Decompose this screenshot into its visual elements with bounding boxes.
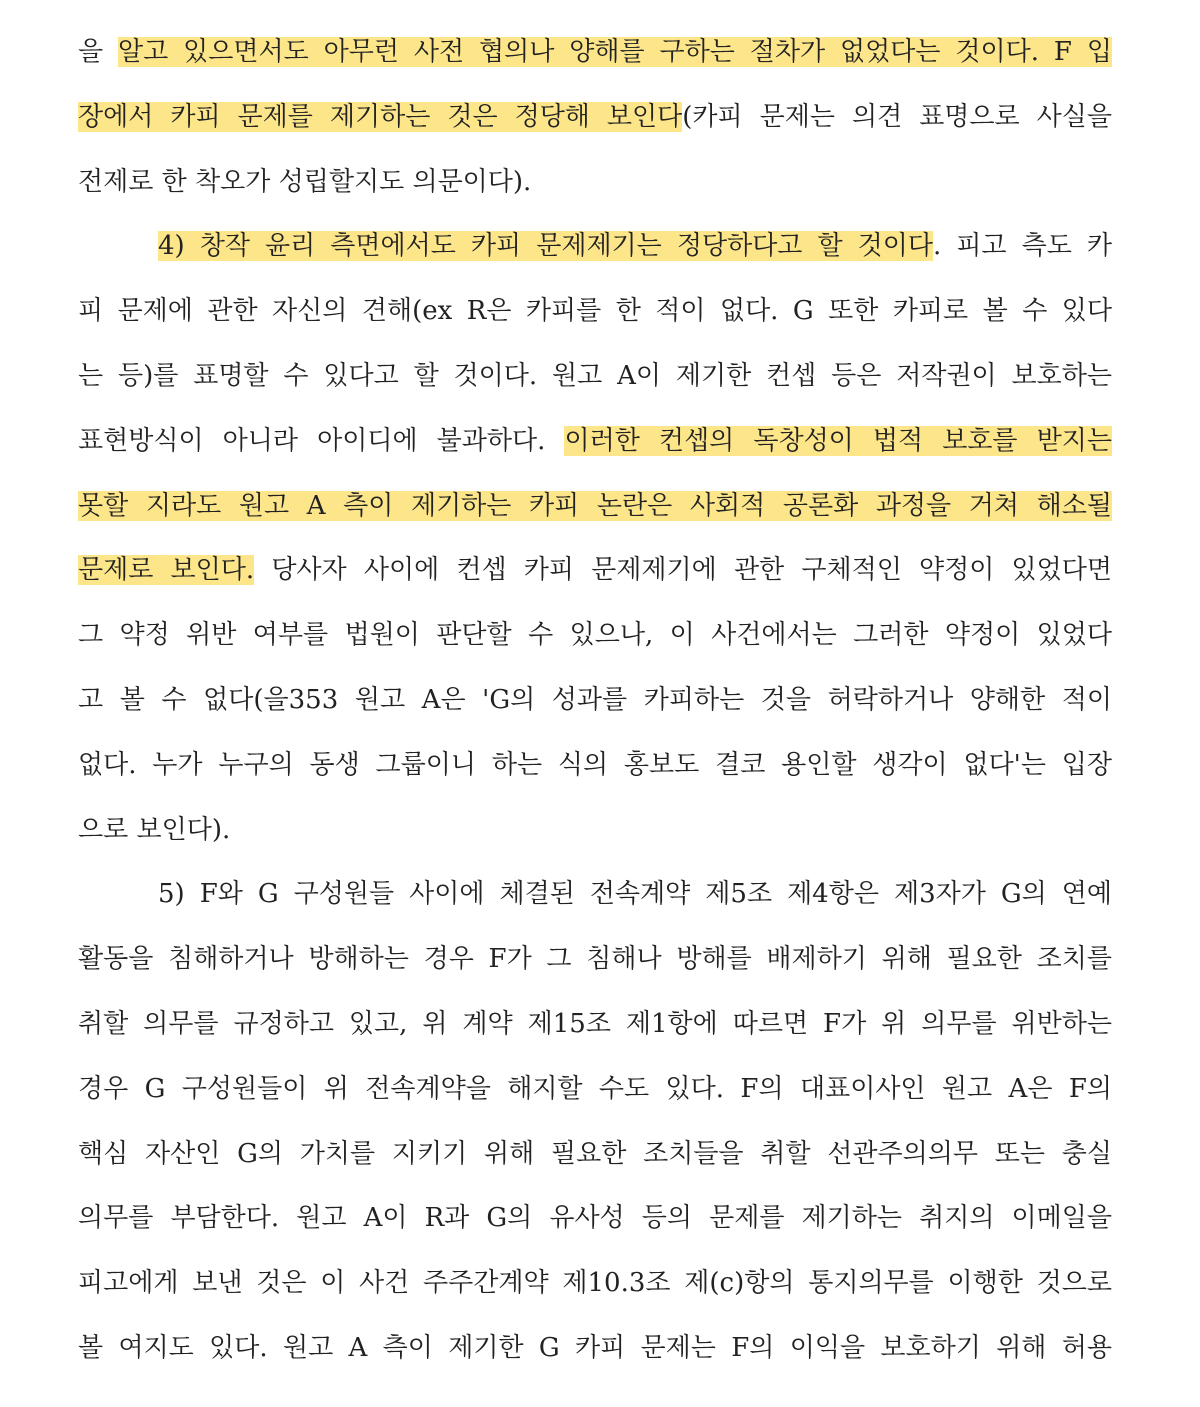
highlighted-text: 못할 지라도 원고 A 측이 제기하는 카피 논란은 사회적 공론화 과정을 거쳐 해소될 <box>78 490 1112 521</box>
text-line <box>78 798 1112 863</box>
text-line <box>78 85 1112 150</box>
text-segment: 고 볼 수 없다(을353 원고 A은 'G의 성과를 카피하는 것을 허락하거나 양해한 적이 <box>78 684 1112 715</box>
text-line <box>78 474 1112 539</box>
highlighted-text: 문제로 보인다. <box>78 555 255 586</box>
highlighted-text: 이러한 컨셉의 독창성이 법적 보호를 받지는 <box>564 425 1112 456</box>
text-line <box>78 214 1112 279</box>
text-line <box>78 1186 1112 1251</box>
text-line <box>78 927 1112 992</box>
text-segment: 피고에게 보낸 것은 이 사건 주주간계약 제10.3조 제(c)항의 통지의무를 이행한 것으로 <box>78 1268 1112 1299</box>
text-segment: 경우 G 구성원들이 위 전속계약을 해지할 수도 있다. F의 대표이사인 원고 A은 F의 <box>78 1073 1112 1104</box>
text-segment: 5) F와 G 구성원들 사이에 체결된 전속계약 제5조 제4항은 제3자가 G의 연예 <box>158 879 1112 910</box>
text-segment: 볼 여지도 있다. 원고 A 측이 제기한 G 카피 문제는 F의 이익을 보호하기 위해 허용 <box>78 1332 1112 1363</box>
text-line <box>78 668 1112 733</box>
highlighted-text: 장에서 카피 문제를 제기하는 것은 정당해 보인다 <box>78 101 683 132</box>
text-line <box>78 344 1112 409</box>
text-segment: 취할 의무를 규정하고 있고, 위 계약 제15조 제1항에 따르면 F가 위 의무를 위반하는 <box>78 1008 1112 1039</box>
text-line <box>78 1122 1112 1187</box>
highlighted-text: 알고 있으면서도 아무런 사전 협의나 양해를 구하는 절차가 없었다는 것이다. F 입 <box>118 37 1112 67</box>
text-line <box>78 20 1112 85</box>
text-segment: 전제로 한 착오가 성립할지도 의문이다). <box>78 166 532 197</box>
text-segment: 그 약정 위반 여부를 법원이 판단할 수 있으나, 이 사건에서는 그러한 약정이 있었다 <box>78 620 1112 651</box>
text-line <box>78 862 1112 927</box>
text-line <box>78 603 1112 668</box>
text-segment: 는 등)를 표명할 수 있다고 할 것이다. 원고 A이 제기한 컨셉 등은 저작권이 보호하는 <box>78 360 1112 391</box>
text-segment: 활동을 침해하거나 방해하는 경우 F가 그 침해나 방해를 배제하기 위해 필요한 조치를 <box>78 944 1112 975</box>
text-segment: 표현방식이 아니라 아이디에 불과하다. <box>78 425 565 456</box>
text-line <box>78 409 1112 474</box>
text-segment: 없다. 누가 누구의 동생 그룹이니 하는 식의 홍보도 결코 용인할 생각이 없다'는 입장 <box>78 749 1112 780</box>
text-line <box>78 279 1112 344</box>
text-segment: (카피 문제는 의견 표명으로 사실을 <box>682 101 1112 132</box>
text-line <box>78 733 1112 798</box>
text-segment: 의무를 부담한다. 원고 A이 R과 G의 유사성 등의 문제를 제기하는 취지의 이메일을 <box>78 1203 1112 1234</box>
text-line <box>78 992 1112 1057</box>
text-segment: 당사자 사이에 컨셉 카피 문제제기에 관한 구체적인 약정이 있었다면 <box>254 555 1112 586</box>
text-segment: 을 <box>78 37 119 67</box>
text-line <box>78 1057 1112 1122</box>
text-line <box>78 1316 1112 1381</box>
text-line <box>78 1251 1112 1316</box>
text-line <box>78 538 1112 603</box>
text-line <box>78 150 1112 215</box>
text-segment: 핵심 자산인 G의 가치를 지키기 위해 필요한 조치들을 취할 선관주의의무 또는 충실 <box>78 1138 1112 1169</box>
text-segment: 으로 보인다). <box>78 814 231 845</box>
text-segment: . 피고 측도 카 <box>933 231 1112 262</box>
text-segment: 피 문제에 관한 자신의 견해(ex R은 카피를 한 적이 없다. G 또한 카피로 볼 수 있다 <box>78 296 1112 327</box>
highlighted-text: 4) 창작 윤리 측면에서도 카피 문제제기는 정당하다고 할 것이다 <box>158 231 933 262</box>
